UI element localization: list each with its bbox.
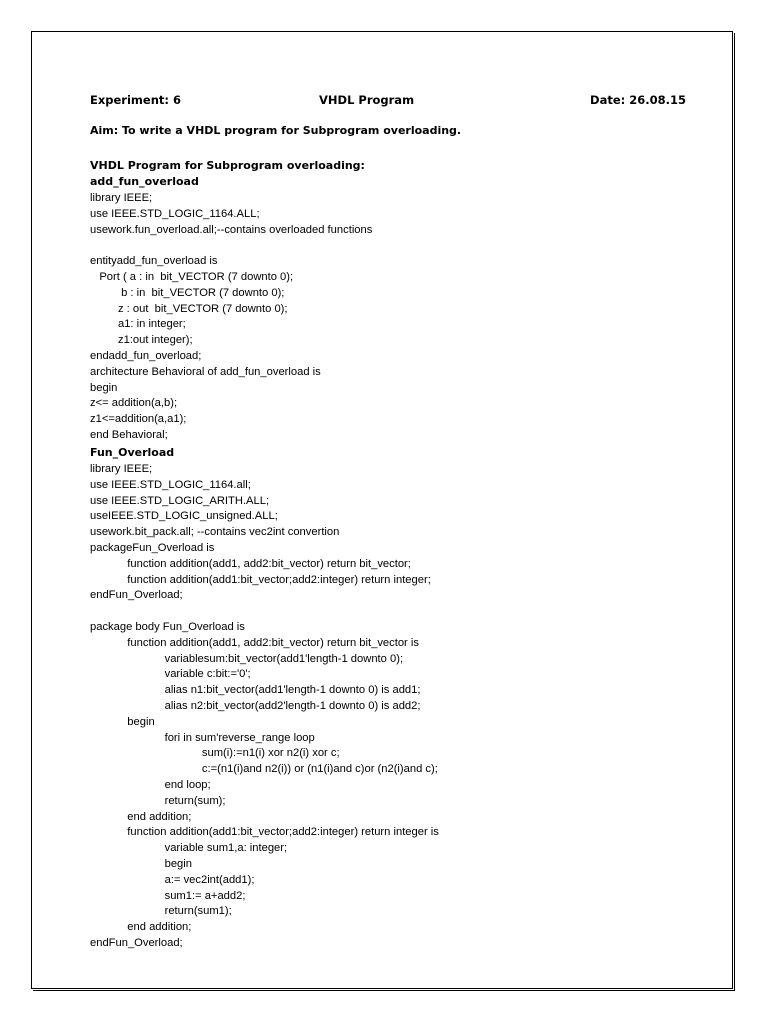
document-title: VHDL Program [319, 93, 415, 107]
code-line: use IEEE.STD_LOGIC_1164.all; [90, 478, 251, 491]
code-line: useIEEE.STD_LOGIC_unsigned.ALL; [90, 510, 278, 523]
code-line: a:= vec2int(add1); [90, 873, 255, 886]
aim-statement: Aim: To write a VHDL program for Subprogram overloading. [90, 124, 462, 137]
code-line: variablesum:bit_vector(add1'length-1 downto 0); [90, 652, 404, 665]
code-line: end addition; [90, 921, 192, 934]
code-line [90, 604, 439, 620]
code-line: begin [90, 715, 155, 728]
code-line: c:=(n1(i)and n2(i)) or (n1(i)and c)or (n2(i)and c); [90, 763, 438, 776]
code-line: z1<=addition(a,a1); [90, 413, 187, 426]
code-line: usework.bit_pack.all; --contains vec2int convertion [90, 526, 340, 539]
block2-heading: Fun_Overload [90, 446, 175, 459]
code-line [90, 238, 372, 254]
code-line: alias n1:bit_vector(add1'length-1 downto 0) is add1; [90, 684, 421, 697]
code-line: sum1:= a+add2; [90, 889, 246, 902]
code-line: library IEEE; [90, 192, 153, 204]
header-row [90, 93, 686, 109]
code-block-fun-overload [90, 462, 439, 952]
block1-heading: add_fun_overload [90, 175, 199, 188]
code-line: usework.fun_overload.all;--contains overloaded functions [90, 223, 373, 236]
code-line: variable c:bit:='0'; [90, 668, 251, 681]
code-line: z : out bit_VECTOR (7 downto 0); [90, 302, 288, 315]
code-line: function addition(add1:bit_vector;add2:integer) return integer; [90, 573, 431, 586]
code-line: begin [90, 857, 192, 870]
code-block-add-fun-overload [90, 191, 372, 444]
code-line: end Behavioral; [90, 428, 168, 441]
code-line: end loop; [90, 778, 211, 791]
code-line: variable sum1,a: integer; [90, 842, 288, 855]
code-line: end addition; [90, 810, 192, 823]
code-line: function addition(add1:bit_vector;add2:integer) return integer is [90, 826, 439, 839]
code-line: z<= addition(a,b); [90, 397, 178, 410]
code-line: package body Fun_Overload is [90, 620, 245, 633]
code-line: Port ( a : in bit_VECTOR (7 downto 0); [90, 270, 294, 283]
code-line: b : in bit_VECTOR (7 downto 0); [90, 286, 285, 299]
code-line: fori in sum'reverse_range loop [90, 731, 315, 744]
code-line: use IEEE.STD_LOGIC_ARITH.ALL; [90, 494, 270, 507]
code-line: a1: in integer; [90, 318, 186, 331]
code-line: entityadd_fun_overload is [90, 255, 218, 268]
code-line: alias n2:bit_vector(add2'length-1 downto 0) is add2; [90, 699, 421, 712]
code-line: return(sum1); [90, 905, 232, 918]
code-line: packageFun_Overload is [90, 541, 215, 554]
code-line: return(sum); [90, 794, 226, 807]
code-line: function addition(add1, add2:bit_vector) return bit_vector is [90, 636, 419, 649]
document-date: Date: 26.08.15 [590, 93, 686, 107]
code-line: library IEEE; [90, 463, 153, 475]
code-line: sum(i):=n1(i) xor n2(i) xor c; [90, 747, 340, 760]
code-line: endFun_Overload; [90, 936, 183, 949]
code-line: architecture Behavioral of add_fun_overload is [90, 365, 321, 378]
code-line: endFun_Overload; [90, 589, 183, 602]
code-line: use IEEE.STD_LOGIC_1164.ALL; [90, 207, 260, 220]
experiment-number: Experiment: 6 [90, 93, 181, 107]
code-line: endadd_fun_overload; [90, 349, 202, 362]
code-line: begin [90, 381, 118, 394]
section-heading: VHDL Program for Subprogram overloading: [90, 159, 365, 172]
code-line: function addition(add1, add2:bit_vector) return bit_vector; [90, 557, 411, 570]
code-line: z1:out integer); [90, 334, 193, 347]
